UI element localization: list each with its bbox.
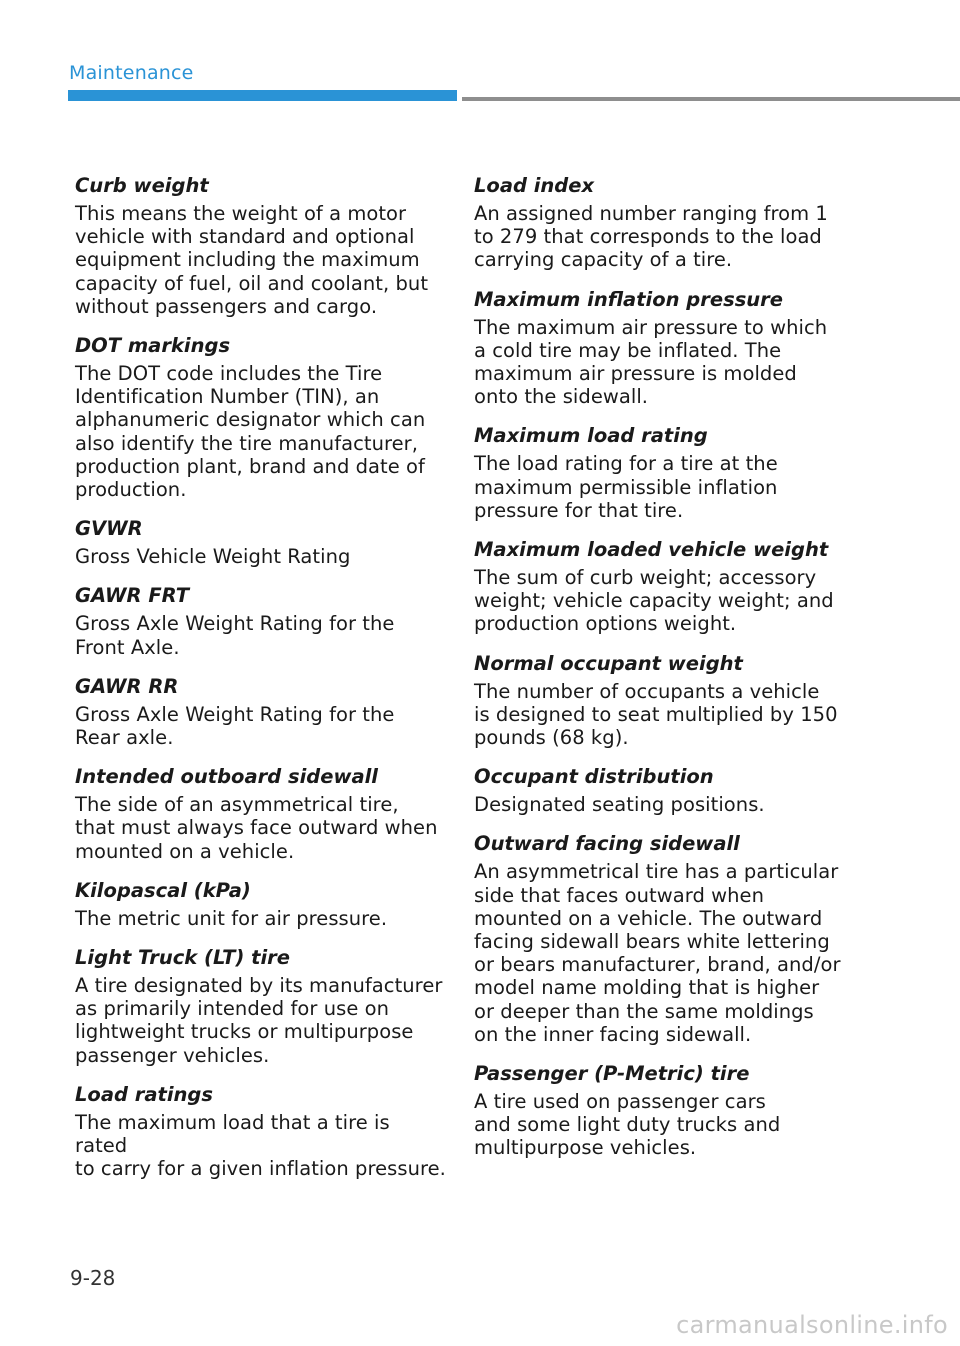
page-number: 9-28 — [70, 1266, 116, 1290]
glossary-term: Load index — [474, 174, 595, 197]
glossary-entry-gawr-frt — [75, 582, 447, 658]
glossary-entry-passenger-tire — [474, 1060, 846, 1160]
glossary-term: Load ratings — [75, 1082, 213, 1106]
header-rule-gray — [462, 97, 960, 101]
glossary-definition: Designated seating positions. — [474, 793, 765, 817]
right-column — [474, 172, 846, 1174]
glossary-entry-light-truck-tire — [75, 944, 447, 1067]
section-title: Maintenance — [69, 62, 194, 84]
glossary-definition: Gross Axle Weight Rating for the Front Axle. — [75, 612, 395, 659]
glossary-term: Occupant distribution — [474, 765, 714, 789]
glossary-entry-outward-facing-sidewall — [474, 830, 846, 1046]
glossary-definition: Gross Vehicle Weight Rating — [75, 545, 351, 569]
glossary-definition: An assigned number ranging from 1 to 279 that corresponds to the load carrying capacity of a tire. — [474, 202, 828, 272]
glossary-entry-maximum-inflation-pressure — [474, 286, 846, 409]
glossary-term: Passenger (P-Metric) tire — [474, 1062, 750, 1086]
glossary-definition: This means the weight of a motor vehicle with standard and optional equipment including the maximum capacity of fuel, oil and coolant, but without passengers and cargo. — [75, 202, 429, 318]
glossary-term: Normal occupant weight — [474, 651, 743, 675]
glossary-entry-curb-weight — [75, 172, 447, 318]
glossary-definition: The number of occupants a vehicle is designed to seat multiplied by 150 pounds (68 kg). — [474, 679, 838, 750]
glossary-term: Light Truck (LT) tire — [75, 946, 290, 970]
glossary-term: Maximum inflation pressure — [474, 287, 784, 311]
glossary-definition: An asymmetrical tire has a particular side that faces outward when mounted on a vehicle. The outward facing sidewall bears white lettering or bears manufacturer, brand, and/or model name molding that is higher or deeper than the same moldings on the inner facing sidewall. — [474, 860, 841, 1046]
glossary-definition: The sum of curb weight; accessory weight; vehicle capacity weight; and production options weight. — [474, 566, 834, 636]
glossary-definition: A tire used on passenger cars and some light duty trucks and multipurpose vehicles. — [474, 1090, 781, 1160]
glossary-term: Maximum load rating — [474, 424, 708, 448]
glossary-entry-maximum-loaded-vehicle-weight — [474, 536, 846, 636]
header-rule-accent — [68, 90, 457, 101]
glossary-term: DOT markings — [75, 334, 231, 358]
glossary-definition: The side of an asymmetrical tire, that must always face outward when mounted on a vehicle. — [75, 793, 438, 863]
glossary-term: Outward facing sidewall — [474, 832, 740, 856]
glossary-entry-gvwr — [75, 515, 447, 568]
glossary-term: GAWR FRT — [75, 584, 190, 608]
glossary-entry-kilopascal — [75, 877, 447, 930]
glossary-entry-gawr-rr — [75, 673, 447, 749]
glossary-definition: The DOT code includes the Tire Identification Number (TIN), an alphanumeric designator which can also identify the tire manufacturer, production plant, brand and date of production. — [75, 362, 426, 502]
glossary-entry-load-index — [474, 172, 846, 272]
glossary-entry-intended-outboard-sidewall — [75, 763, 447, 863]
glossary-entry-maximum-load-rating — [474, 422, 846, 522]
glossary-term: GAWR RR — [75, 674, 179, 698]
glossary-definition: The maximum air pressure to which a cold tire may be inflated. The maximum air pressure is molded onto the sidewall. — [474, 315, 828, 409]
glossary-definition: The load rating for a tire at the maximum permissible inflation pressure for that tire. — [474, 452, 778, 522]
glossary-entry-dot-markings — [75, 332, 447, 501]
left-column — [75, 172, 447, 1194]
watermark-text: carmanualsonline.info — [676, 1311, 948, 1339]
glossary-term: Kilopascal (kPa) — [75, 878, 251, 902]
glossary-definition: A tire designated by its manufacturer as primarily intended for use on lightweight trucks or multipurpose passenger vehicles. — [75, 974, 443, 1067]
glossary-term: Maximum loaded vehicle weight — [474, 538, 829, 562]
glossary-entry-load-ratings — [75, 1081, 447, 1181]
glossary-definition: The metric unit for air pressure. — [75, 906, 388, 930]
glossary-term: Curb weight — [75, 174, 209, 197]
glossary-term: Intended outboard sidewall — [75, 765, 378, 789]
glossary-term: GVWR — [75, 517, 143, 541]
glossary-definition: The maximum load that a tire is rated to carry for a given inflation pressure. — [75, 1110, 446, 1181]
glossary-entry-occupant-distribution — [474, 763, 846, 816]
glossary-definition: Gross Axle Weight Rating for the Rear axle. — [75, 702, 395, 750]
glossary-entry-normal-occupant-weight — [474, 650, 846, 750]
